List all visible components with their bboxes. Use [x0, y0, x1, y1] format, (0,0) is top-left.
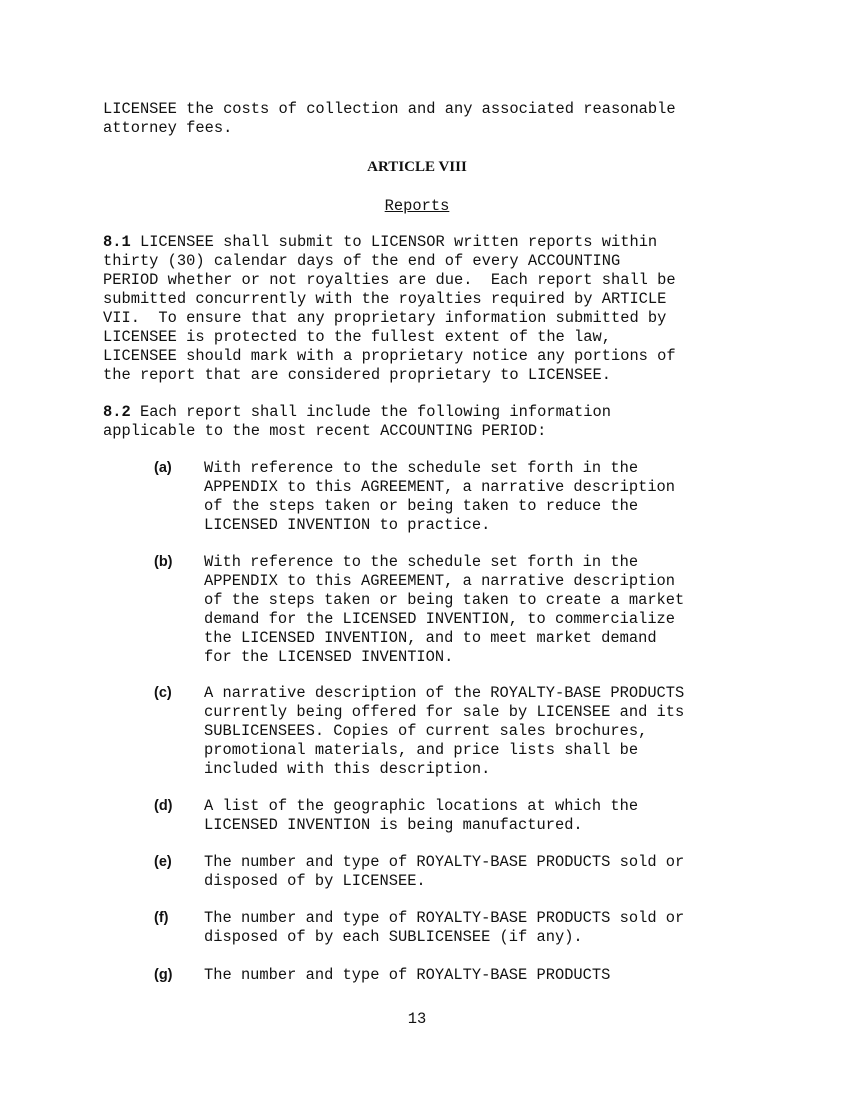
section-number: 8.1 [103, 233, 131, 251]
section-8-2 [103, 403, 743, 441]
item-text: A list of the geographic locations at which the LICENSED INVENTION is being manufactured. [204, 797, 639, 834]
item-text: With reference to the schedule set forth in the APPENDIX to this AGREEMENT, a narrative description of the steps taken or being taken to create a market demand for the LICENSED INVENTION, to commercialize the LICENSED INVENTION, and to meet market demand for the LICENSED INVENTION. [204, 553, 685, 666]
section-text: Each report shall include the following information applicable to the most recent ACCOUNTING PERIOD: [103, 403, 611, 440]
article-subheading-text: Reports [384, 197, 450, 215]
item-text: A narrative description of the ROYALTY-BASE PRODUCTS currently being offered for sale by LICENSEE and its SUBLICENSEES. Copies of current sales brochures, promotional materials, and price lists shall be included with this description. [204, 684, 685, 778]
item-label: (a) [154, 460, 172, 476]
section-number: 8.2 [103, 403, 131, 421]
item-label: (e) [154, 854, 172, 870]
item-label: (c) [154, 685, 172, 701]
item-label: (f) [154, 910, 169, 926]
article-heading: ARTICLE VIII [367, 159, 467, 175]
section-text: LICENSEE shall submit to LICENSOR written reports within thirty (30) calendar days of the end of every ACCOUNTING PERIOD whether or not royalties are due. Each report shall be submitted concurrently with the royalties required by ARTICLE VII. To ensure that any proprietary information submitted by LICENSEE is protected to the fullest extent of the law, LICENSEE should mark with a proprietary notice any portions of the report that are considered proprietary to LICENSEE. [103, 233, 676, 384]
article-subheading [0, 197, 834, 216]
item-text: The number and type of ROYALTY-BASE PRODUCTS sold or disposed of by each SUBLICENSEE (if any). [204, 909, 685, 946]
item-label: (g) [154, 967, 173, 983]
section-8-1 [103, 233, 743, 385]
item-text: The number and type of ROYALTY-BASE PRODUCTS [204, 966, 611, 984]
page-number: 13 [407, 1010, 427, 1028]
item-label: (d) [154, 798, 173, 814]
item-text: The number and type of ROYALTY-BASE PRODUCTS sold or disposed of by LICENSEE. [204, 853, 685, 890]
continuation-paragraph: LICENSEE the costs of collection and any associated reasonable attorney fees. [103, 100, 676, 137]
item-label: (b) [154, 554, 173, 570]
item-text: With reference to the schedule set forth in the APPENDIX to this AGREEMENT, a narrative description of the steps taken or being taken to reduce the LICENSED INVENTION to practice. [204, 459, 676, 534]
